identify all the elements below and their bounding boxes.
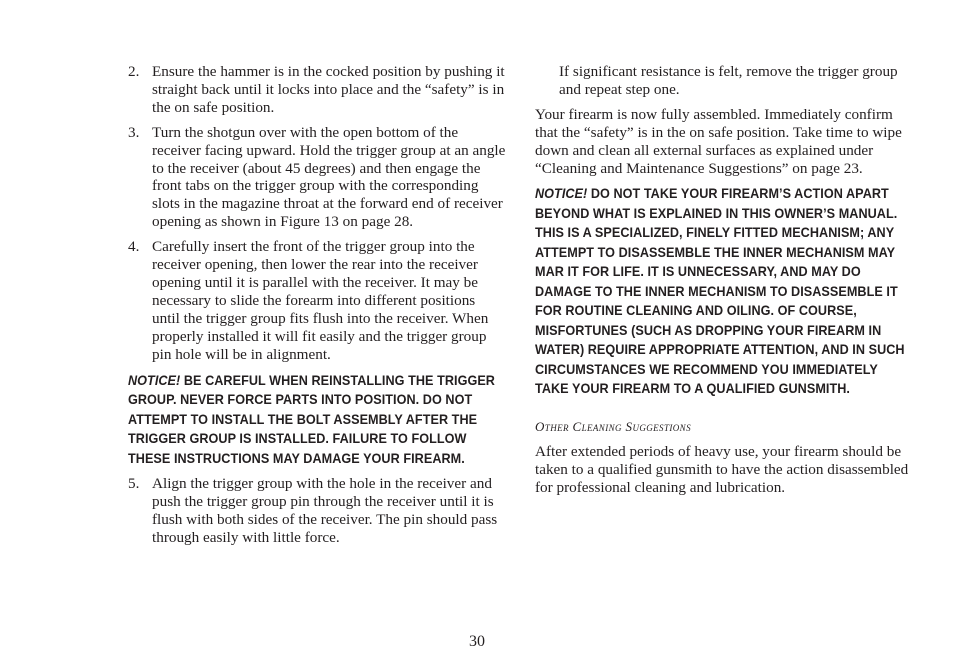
- page-number: 30: [469, 633, 485, 650]
- step-text: Align the trigger group with the hole in the receiver and push the trigger group pin through the receiver until it is flush with both sides of the receiver. The pin should pass through easily with little force.: [152, 475, 498, 546]
- assembled-paragraph: Your firearm is now fully assembled. Immediately confirm that the “safety” is in the on safe position. Take time to wipe down and clean all external surfaces as explained under “Cleaning and Maintenance Suggestions” on page 23.: [535, 105, 902, 177]
- step-5-continuation: If significant resistance is felt, remove the trigger group and repeat step one.: [559, 63, 898, 98]
- step-number: 3.: [128, 123, 140, 141]
- notice-text: BE CAREFUL WHEN REINSTALLING THE TRIGGER GROUP. NEVER FORCE PARTS INTO POSITION. DO NOT ATTEMPT TO INSTALL THE BOLT ASSEMBLY AFTER THE TRIGGER GROUP IS INSTALLED. FAILURE TO FOLLOW THESE INSTRUCTIONS MAY DAMAGE YOUR FIREARM.: [128, 372, 495, 466]
- notice-action-warning: [535, 184, 910, 399]
- other-cleaning-paragraph: After extended periods of heavy use, your firearm should be taken to a qualified gunsmith to have the action disassembled for professional cleaning and lubrication.: [535, 442, 909, 496]
- step-text: Turn the shotgun over with the open bottom of the receiver facing upward. Hold the trigger group at an angle to the receiver (about 45 degrees) and then engage the front tabs on the trigger group with the corresponding slots in the magazine throat at the forward end of receiver opening as shown in Figure 13 on page 28.: [152, 123, 506, 231]
- right-column: [535, 63, 910, 504]
- notice-label: NOTICE!: [128, 372, 181, 388]
- notice-text: DO NOT TAKE YOUR FIREARM’S ACTION APART BEYOND WHAT IS EXPLAINED IN THIS OWNER’S MANUAL. THIS IS A SPECIALIZED, FINELY FITTED MECHANISM; ANY ATTEMPT TO DISASSEMBLE THE INNER MECHANISM MAY MAR IT FOR LIFE. IT IS UNNECESSARY, AND MAY DO DAMAGE TO THE INNER MECHANISM TO DISASSEMBLE IT FOR ROUTINE CLEANING AND OILING. OF COURSE, MISFORTUNES (SUCH AS DROPPING YOUR FIREARM IN WATER) REQUIRE APPROPRIATE ATTENTION, AND IN SUCH CIRCUMSTANCES WE RECOMMEND YOU IMMEDIATELY TAKE YOUR FIREARM TO A QUALIFIED GUNSMITH.: [535, 186, 905, 397]
- left-column: [128, 63, 506, 554]
- section-heading: Other Cleaning Suggestions: [535, 418, 691, 434]
- notice-label: NOTICE!: [535, 186, 588, 202]
- step-text: Carefully insert the front of the trigger group into the receiver opening, then lower the rear into the receiver opening until it is parallel with the receiver. It may be necessary to slide the forearm into different positions until the trigger group fits flush into the receiver. When properly installed it will fit easily and the trigger group pin hole will be in alignment.: [152, 238, 489, 363]
- step-number: 4.: [128, 238, 140, 256]
- step-number: 5.: [128, 475, 140, 492]
- step-3: [128, 124, 506, 231]
- step-number: 2.: [128, 63, 140, 80]
- step-text: Ensure the hammer is in the cocked position by pushing it straight back until it locks into place and the “safety” is in the on safe position.: [152, 63, 505, 116]
- step-4: [128, 238, 506, 363]
- notice-reinstall-warning: [128, 371, 506, 469]
- step-2: [128, 63, 506, 117]
- step-5: [128, 475, 506, 547]
